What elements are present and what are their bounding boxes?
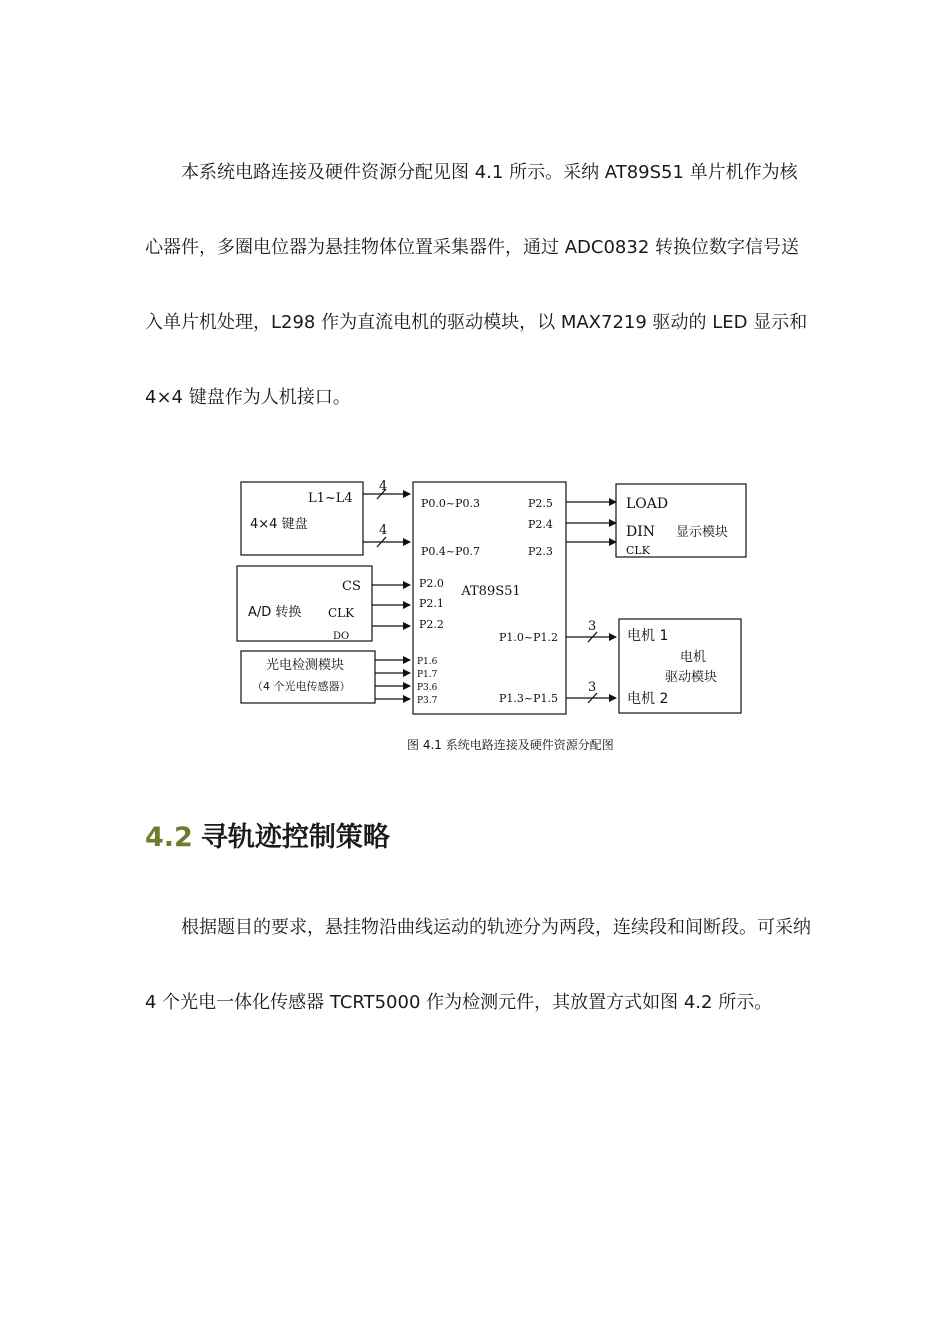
section-heading [145,815,390,854]
adc-do-label: DO [333,631,350,642]
intro-paragraph: 本系统电路连接及硬件资源分配见图 4.1 所示。采纳 AT89S51 单片机作为核心器件，多圈电位器为悬挂物体位置采集器件，通过 ADC0832 转换位数字信号送入单片机处理，L298 作为直流电机的驱动模块，以 MAX7219 驱动的 LED 显示和 4×4 键盘作为人机接口。 [145,162,808,408]
display-name-label: 显示模块 [676,525,729,540]
pin-p1-6: P1.6 [417,657,438,667]
section-number: 4.2 [145,822,193,853]
pin-p1-7: P1.7 [417,670,438,680]
strategy-paragraph: 根据题目的要求，悬挂物沿曲线运动的轨迹分为两段，连续段和间断段。可采纳 4 个光电一体化传感器 TCRT5000 作为检测元件，其放置方式如图 4.2 所示。 [145,917,811,1013]
pin-p3-7: P3.7 [417,696,438,706]
pin-p2-3: P2.3 [528,545,553,558]
pin-p2-2: P2.2 [419,618,444,631]
mcu-name: AT89S51 [461,584,521,599]
pin-p2-5: P2.5 [528,497,553,510]
adc-block [237,566,372,641]
display-clk-label: CLK [626,544,650,557]
motor-bus2-count: 3 [588,680,597,695]
keypad-name-label: 4×4 键盘 [250,517,308,532]
motor-bus1-count: 3 [588,619,597,634]
sensor-sub-label: （4 个光电传感器） [252,680,351,693]
keypad-bus2-count: 4 [379,523,388,538]
motor2-label: 电机 2 [627,691,669,707]
display-din-label: DIN [626,524,656,540]
motor-name-line1: 电机 [680,650,707,665]
figure-caption: 图 4.1 系统电路连接及硬件资源分配图 [407,738,614,752]
pin-p2-1: P2.1 [419,597,444,610]
keypad-lines-label: L1~L4 [308,491,353,506]
adc-cs-label: CS [342,579,361,594]
motor1-label: 电机 1 [627,628,669,644]
display-load-label: LOAD [626,496,669,512]
keypad-bus1-count: 4 [379,479,388,494]
pin-p0-high: P0.4~P0.7 [421,545,481,558]
pin-p2-4: P2.4 [528,518,553,531]
adc-name-label: A/D 转换 [248,605,302,620]
section-title: 寻轨迹控制策略 [200,822,390,853]
adc-clk-label: CLK [328,606,355,620]
pin-p1-0-2: P1.0~P1.2 [499,631,559,644]
circuit-diagram [230,470,760,770]
pin-p3-6: P3.6 [417,683,438,693]
sensor-name-label: 光电检测模块 [266,658,345,673]
circuit-diagram-svg [230,470,760,770]
pin-p1-3-5: P1.3~P1.5 [499,692,559,705]
motor-name-line2: 驱动模块 [665,670,718,685]
pin-p2-0: P2.0 [419,577,444,590]
pin-p0-low: P0.0~P0.3 [421,497,481,510]
